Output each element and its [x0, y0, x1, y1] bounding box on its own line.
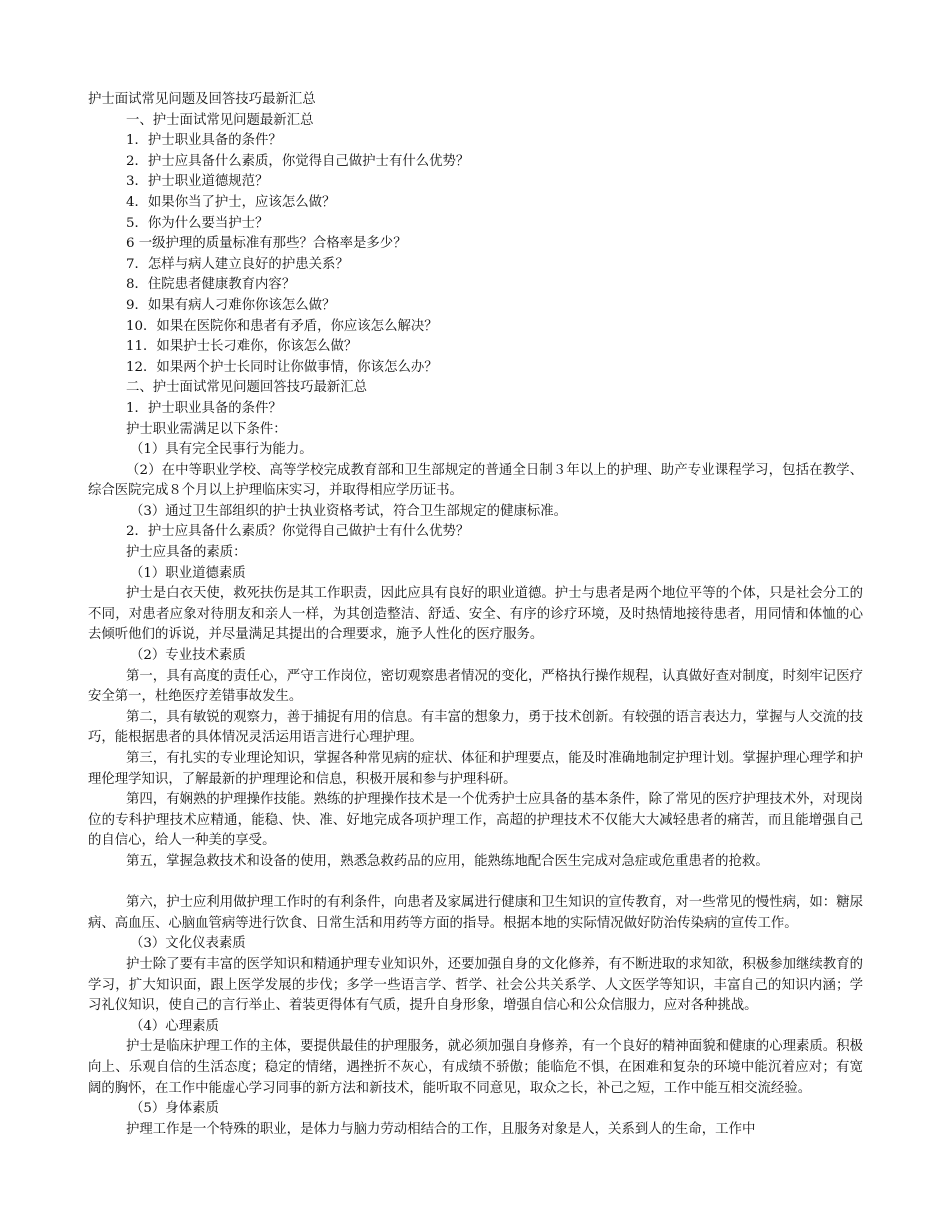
answer-1-intro: 护士职业需满足以下条件：	[126, 421, 287, 437]
quality-2-point-3: 第三，有扎实的专业理论知识，掌握各种常见病的症状、体征和护理要点，能及时准确地制定护理计划。掌握护理心理学和护理伦理学知识，了解最新的护理理论和信息，积极开展和参与护理科研。	[88, 751, 863, 787]
question-item: 3．护士职业道德规范？	[126, 174, 269, 190]
section-2-heading: 二、护士面试常见问题回答技巧最新汇总	[126, 380, 368, 396]
answer-question-1: 1．护士职业具备的条件？	[126, 400, 282, 416]
quality-5-title: （5）身体素质	[130, 1101, 219, 1117]
question-item: 12．如果两个护士长同时让你做事情，你该怎么办？	[126, 359, 438, 375]
quality-2-point-2: 第二，具有敏锐的观察力，善于捕捉有用的信息。有丰富的想象力，勇于技术创新。有较强的语言表达力，掌握与人交流的技巧，能根据患者的具体情况灵活运用语言进行心理护理。	[88, 709, 863, 746]
question-item: 6 一级护理的质量标准有那些？合格率是多少？	[126, 236, 407, 252]
condition-3: （3）通过卫生部组织的护士执业资格考试，符合卫生部规定的健康标准。	[130, 503, 568, 519]
question-item: 8．住院患者健康教育内容？	[126, 277, 296, 293]
quality-1-body: 护士是白衣天使，救死扶伤是其工作职责，因此应具有良好的职业道德。护士与患者是两个地位平等的个体，只是社会分工的不同，对患者应象对待朋友和亲人一样，为其创造整洁、舒适、安全、有序的诊疗环境，及时热情地接待患者，用同情和体恤的心去倾听他们的诉说，并尽量满足其提出的合理要求，施予人性化的医疗服务。	[88, 586, 863, 643]
question-item: 11．如果护士长刁难你，你该怎么做？	[126, 339, 358, 355]
section-1-heading: 一、护士面试常见问题最新汇总	[126, 112, 314, 128]
quality-2-point-6: 第六，护士应利用做护理工作时的有利条件，向患者及家属进行健康和卫生知识的宣传教育，对一些常见的慢性病，如：糖尿病、高血压、心脑血管病等进行饮食、日常生活和用药等方面的指导。根据本地的实际情况做好防治传染病的宣传工作。	[88, 895, 863, 931]
question-item: 7．怎样与病人建立良好的护患关系？	[126, 256, 349, 272]
condition-1: （1）具有完全民事行为能力。	[130, 442, 313, 458]
question-item: 10．如果在医院你和患者有矛盾，你应该怎么解决？	[126, 318, 438, 334]
quality-2-point-1: 第一，具有高度的责任心，严守工作岗位，密切观察患者情况的变化，严格执行操作规程，认真做好查对制度，时刻牢记医疗安全第一，杜绝医疗差错事故发生。	[88, 668, 863, 705]
question-item: 1．护士职业具备的条件？	[126, 133, 282, 149]
document-title: 护士面试常见问题及回答技巧最新汇总	[88, 92, 316, 107]
quality-3-title: （3）文化仪表素质	[130, 936, 246, 952]
condition-2: （2）在中等职业学校、高等学校完成教育部和卫生部规定的普通全日制３年以上的护理、助产专业课程学习，包括在教学、综合医院完成８个月以上护理临床实习，并取得相应学历证书。	[88, 462, 863, 499]
quality-2-point-4: 第四，有娴熟的护理操作技能。熟练的护理操作技术是一个优秀护士应具备的基本条件，除了常见的医疗护理技术外，对现岗位的专科护理技术应精通，能稳、快、准、好地完成各项护理工作，高超的护理技术不仅能大大减轻患者的痛苦，而且能增强自己的自信心，给人一种美的享受。	[88, 792, 863, 849]
quality-1-title: （1）职业道德素质	[130, 565, 246, 581]
quality-5-body: 护理工作是一个特殊的职业，是体力与脑力劳动相结合的工作，且服务对象是人，关系到人的生命，工作中	[126, 1121, 756, 1137]
quality-3-body: 护士除了要有丰富的医学知识和精通护理专业知识外，还要加强自身的文化修养，有不断进取的求知欲，积极参加继续教育的学习，扩大知识面，跟上医学发展的步伐；多学一些语言学、哲学、社会公共关系学、人文医学等知识，丰富自己的知识内涵；学习礼仪知识，使自己的言行举止、着装更得体有气质，提升自身形象，增强自信心和公众信服力，应对各种挑战。	[88, 956, 863, 1014]
answer-question-2: 2．护士应具备什么素质？你觉得自己做护士有什么优势？	[126, 524, 470, 540]
answer-2-intro: 护士应具备的素质：	[126, 545, 247, 561]
blank-line	[88, 873, 863, 894]
question-item: 9．如果有病人刁难你你该怎么做？	[126, 297, 336, 313]
question-item: 5．你为什么要当护士？	[126, 215, 269, 231]
quality-4-title: （4）心理素质	[130, 1018, 219, 1034]
document-page	[88, 90, 863, 1140]
quality-4-body: 护士是临床护理工作的主体，要提供最佳的护理服务，就必须加强自身修养，有一个良好的精神面貌和健康的心理素质。积极向上、乐观自信的生活态度；稳定的情绪，遇挫折不灰心，有成绩不骄傲；能临危不惧，在困难和复杂的环境中能沉着应对；有宽阔的胸怀，在工作中能虚心学习同事的新方法和新技术，能听取不同意见，取众之长，补己之短，工作中能互相交流经验。	[88, 1039, 863, 1096]
quality-2-title: （2）专业技术素质	[130, 648, 246, 664]
question-item: 4．如果你当了护士，应该怎么做？	[126, 194, 336, 210]
quality-2-point-5: 第五，掌握急救技术和设备的使用，熟悉急救药品的应用，能熟练地配合医生完成对急症或危重患者的抢救。	[126, 853, 769, 869]
question-item: 2．护士应具备什么素质，你觉得自己做护士有什么优势？	[126, 153, 470, 169]
